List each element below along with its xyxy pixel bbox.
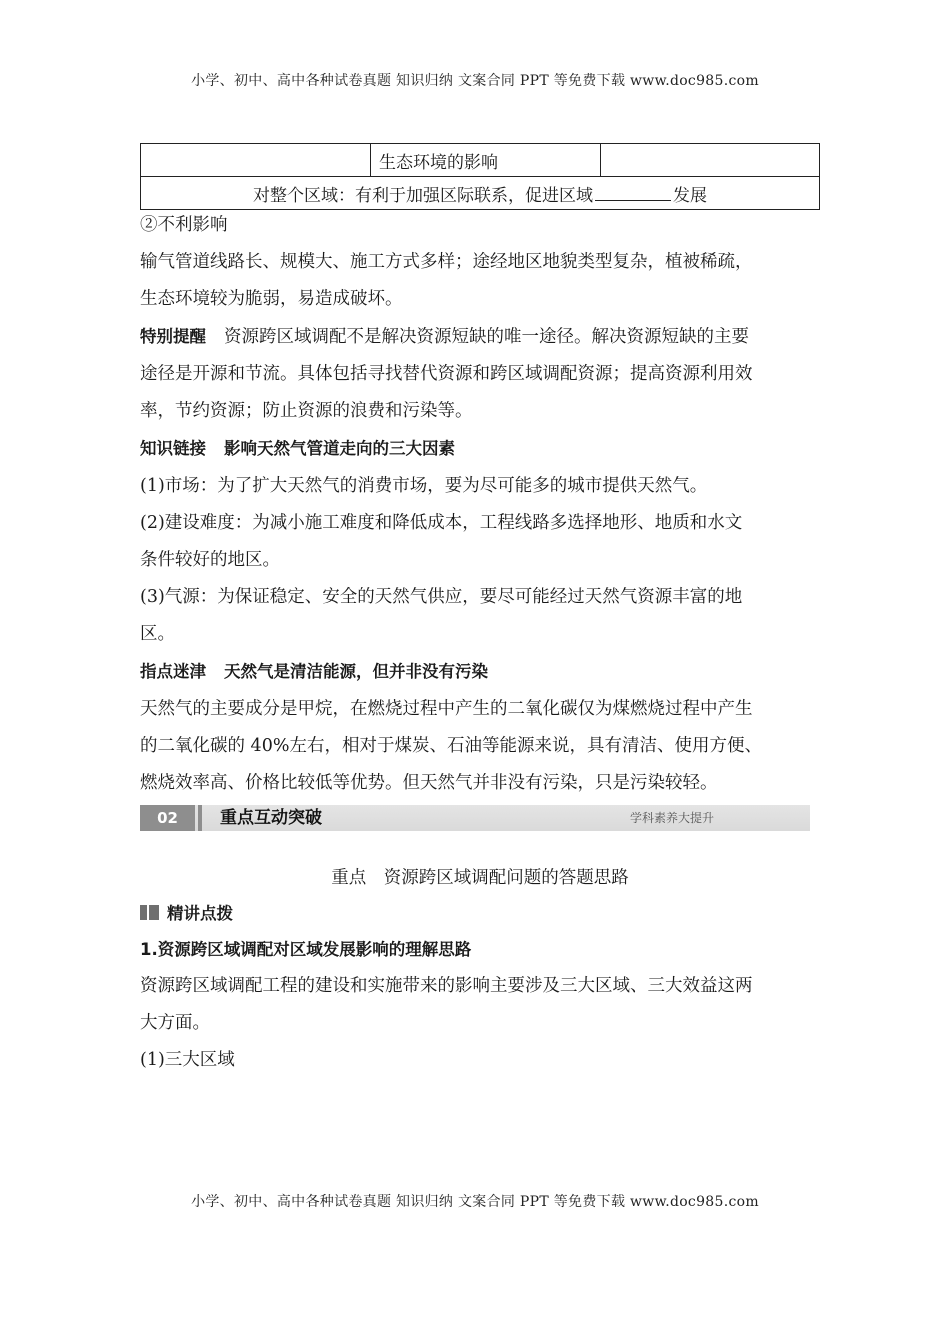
paragraph-line: 生态环境较为脆弱，易造成破坏。 [140,289,403,309]
list-item: (1)三大区域 [140,1050,235,1070]
summary-text-end: 发展 [673,185,707,206]
paragraph-line: 的二氧化碳的 40%左右，相对于煤炭、石油等能源来说，具有清洁、使用方便、 [140,736,762,756]
section-heading [140,897,820,931]
link-title: 影响天然气管道走向的三大因素 [224,439,455,458]
tip-label: 特别提醒 [140,327,206,346]
summary-text: 对整个区域：有利于加强区际联系，促进区域 [253,185,593,206]
guide-label: 指点迷津 [140,662,206,681]
section-marker-icon [149,905,159,920]
page-footer: 小学、初中、高中各种试卷真题 知识归纳 文案合同 PPT 等免费下载 www.doc985.com [191,1194,759,1210]
list-item-cont: 条件较好的地区。 [140,550,280,570]
list-item: (1)市场：为了扩大天然气的消费市场，要为尽可能多的城市提供天然气。 [140,476,708,496]
key-point-title: 重点 资源跨区域调配问题的答题思路 [331,868,629,888]
paragraph-line: 资源跨区域调配工程的建设和实施带来的影响主要涉及三大区域、三大效益这两 [140,976,753,996]
page-header: 小学、初中、高中各种试卷真题 知识归纳 文案合同 PPT 等免费下载 www.doc985.com [191,73,759,89]
tip-text: 资源跨区域调配不是解决资源短缺的唯一途径。解决资源短缺的主要 [224,327,749,347]
table-cell: 生态环境的影响 [371,144,601,177]
link-heading [140,430,820,468]
table-cell-empty [141,144,371,177]
paragraph-line: 率，节约资源；防止资源的浪费和污染等。 [140,401,473,421]
section-marker-icon [140,905,147,920]
table-row [141,144,820,177]
paragraph-line: 途径是开源和节流。具体包括寻找替代资源和跨区域调配资源；提高资源利用效 [140,364,753,384]
table-row [141,177,820,210]
paragraph-line: 天然气的主要成分是甲烷，在燃烧过程中产生的二氧化碳仅为煤燃烧过程中产生 [140,699,753,719]
table-cell-empty [601,144,820,177]
impact-table [140,143,820,210]
paragraph-line: 大方面。 [140,1013,210,1033]
guide-title: 天然气是清洁能源，但并非没有污染 [224,662,488,681]
document-body [140,143,820,1079]
paragraph-line: 燃烧效率高、价格比较低等优势。但天然气并非没有污染，只是污染较轻。 [140,773,718,793]
fill-blank[interactable] [595,184,671,201]
section-subtitle: 1.资源跨区域调配对区域发展影响的理解思路 [140,940,472,959]
banner-subtitle: 学科素养大提升 [629,811,714,825]
guide-heading [140,653,820,691]
section-number-badge: 02 [140,805,195,831]
section-title: 精讲点拨 [167,904,233,923]
negative-heading: ②不利影响 [140,215,228,235]
tip-paragraph [140,318,820,356]
banner-title: 重点互动突破 [220,808,322,828]
list-item-cont: 区。 [140,624,175,644]
list-item: (2)建设难度：为减小施工难度和降低成本，工程线路多选择地形、地质和水文 [140,513,743,533]
section-banner [140,805,810,831]
banner-divider [198,805,202,831]
table-cell-summary [141,177,820,210]
paragraph-line: 输气管道线路长、规模大、施工方式多样；途经地区地貌类型复杂，植被稀疏， [140,252,753,272]
list-item: (3)气源：为保证稳定、安全的天然气供应，要尽可能经过天然气资源丰富的地 [140,587,743,607]
link-label: 知识链接 [140,439,206,458]
